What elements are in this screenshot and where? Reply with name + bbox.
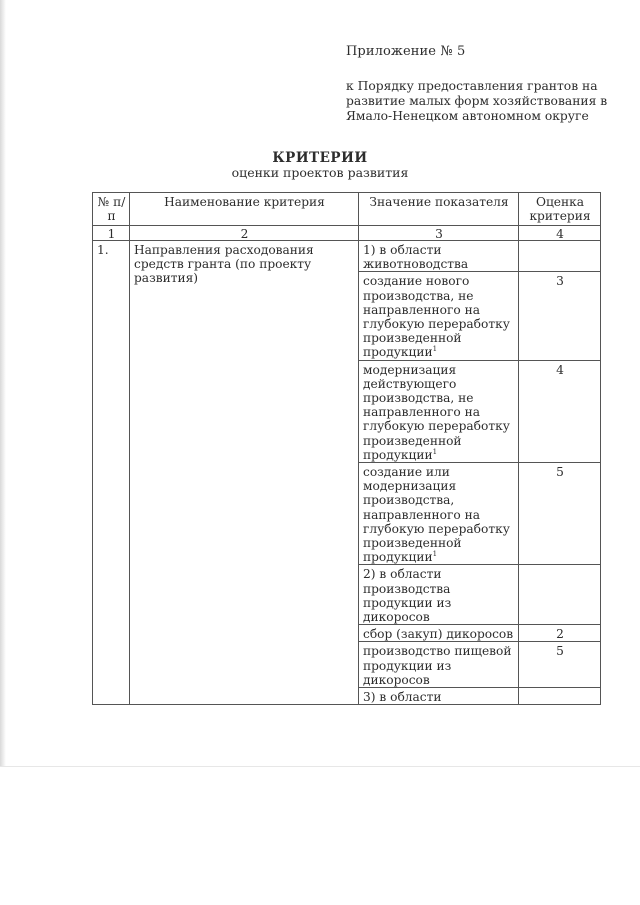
document-subtitle: оценки проектов развития [231, 165, 409, 180]
column-header-criterion: Наименование критерия [130, 193, 359, 226]
indicator-value: 1) в области животноводства [359, 241, 519, 272]
criterion-score: 4 [519, 360, 601, 462]
criterion-score: 5 [519, 642, 601, 688]
column-header-value: Значение показателя [359, 193, 519, 226]
document-title: КРИТЕРИИ [272, 150, 368, 166]
footnote-marker: 1 [432, 345, 438, 354]
scan-edge-shadow [0, 0, 6, 770]
scan-bottom-margin [0, 766, 640, 905]
footnote-marker: 1 [432, 550, 438, 559]
table-row [93, 241, 601, 272]
column-number: 3 [359, 226, 519, 241]
criterion-score [519, 688, 601, 705]
criteria-table [92, 192, 601, 705]
column-header-number: № п/п [93, 193, 130, 226]
column-number: 4 [519, 226, 601, 241]
criterion-name: Направления расходования средств гранта (по проекту развития) [130, 241, 359, 705]
column-number: 2 [130, 226, 359, 241]
indicator-value: 3) в области [359, 688, 519, 705]
appendix-title: Приложение № 5 [346, 44, 466, 59]
table-header-row [93, 193, 601, 226]
indicator-value: модернизация действующего производства, не направленного на глубокую переработку произведенной продукции$^1$ [359, 360, 519, 462]
indicator-value: создание нового производства, не направленного на глубокую переработку произведенной продукции$^1$ [359, 272, 519, 360]
criterion-score: 5 [519, 463, 601, 565]
column-number: 1 [93, 226, 130, 241]
column-number-row [93, 226, 601, 241]
indicator-value: 2) в области производства продукции из дикоросов [359, 565, 519, 625]
footnote-marker: 1 [432, 447, 438, 456]
indicator-value: сбор (закуп) дикоросов [359, 625, 519, 642]
indicator-value: производство пищевой продукции из дикоросов [359, 642, 519, 688]
criterion-score [519, 241, 601, 272]
criterion-score: 2 [519, 625, 601, 642]
appendix-subtitle: к Порядку предоставления грантов на развитие малых форм хозяйствования в Ямало-Ненецком автономном округе [346, 79, 608, 123]
indicator-value: создание или модернизация производства, направленного на глубокую переработку произведенной продукции$^1$ [359, 463, 519, 565]
criterion-score: 3 [519, 272, 601, 360]
criterion-score [519, 565, 601, 625]
row-number: 1. [93, 241, 130, 705]
column-header-score: Оценка критерия [519, 193, 601, 226]
